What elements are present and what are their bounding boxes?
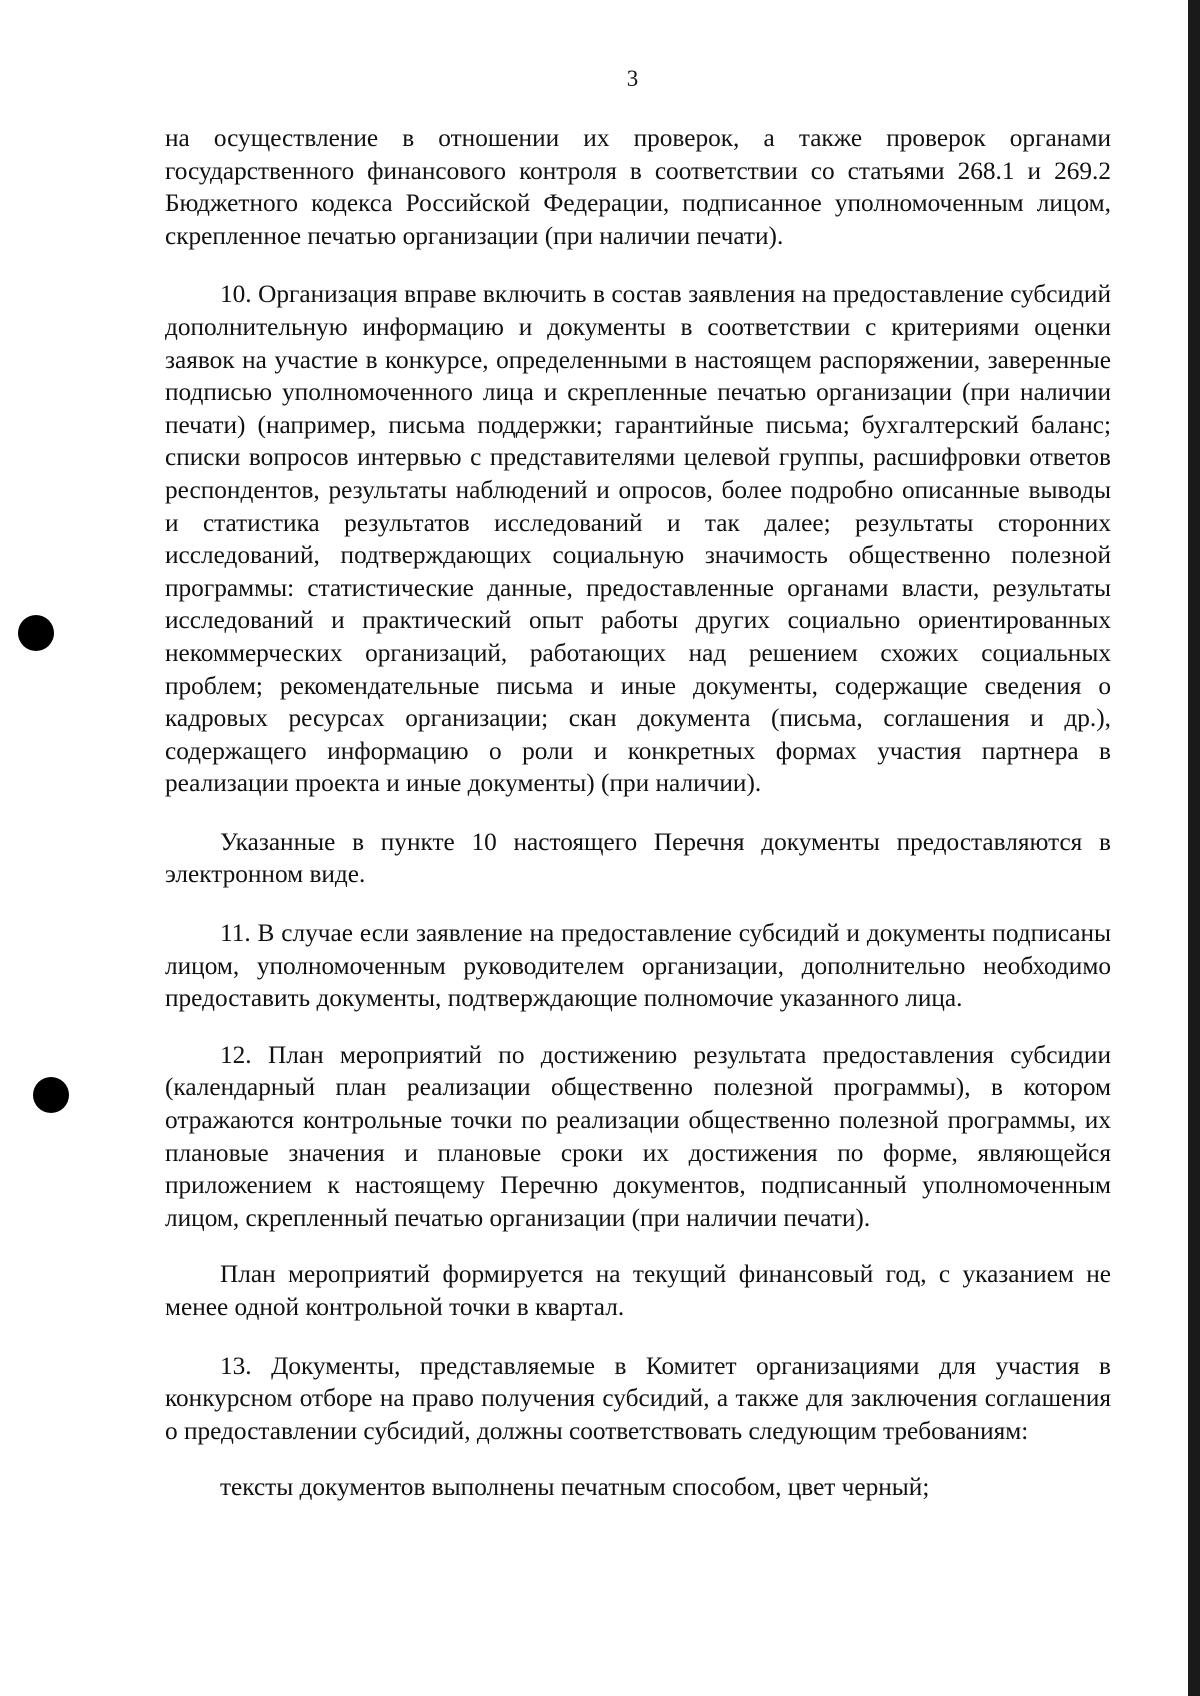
scan-right-edge — [1188, 0, 1200, 1696]
paragraph-continuation: на осуществление в отношении их проверок, а также проверок органами государственного финансового контроля в соответствии со статьями 268.1 и 269.2 Бюджетного кодекса Российской Федерации, подписанное уполномоченным лицом, скрепленное печатью организации (при наличии печати). — [165, 124, 1111, 250]
paragraph-requirement: тексты документов выполнены печатным способом, цвет черный; — [220, 1473, 930, 1502]
paragraph-item-12: 12. План мероприятий по достижению результата предоставления субсидии (календарный план реализации общественно полезной программы), в котором отражаются контрольные точки по реализации общественно полезной программы, их плановые значения и плановые сроки их достижения по форме, являющейся приложением к настоящему Перечню документов, подписанный уполномоченным лицом, скрепленный печатью организации (при наличии печати). — [165, 1040, 1111, 1232]
page-number: 3 — [626, 66, 639, 91]
paragraph-plan-note: План мероприятий формируется на текущий финансовый год, с указанием не менее одной контрольной точки в квартал. — [165, 1260, 1111, 1321]
document-body — [165, 122, 1111, 1504]
paragraph-item-11: 11. В случае если заявление на предоставление субсидий и документы подписаны лицом, уполномоченным руководителем организации, дополнительно необходимо предоставить документы, подтверждающие полномочие указанного лица. — [165, 919, 1111, 1013]
paragraph-item-13: 13. Документы, представляемые в Комитет организациями для участия в конкурсном отборе на право получения субсидий, а также для заключения соглашения о предоставлении субсидий, должны соответствовать следующим требованиям: — [165, 1351, 1111, 1445]
punch-hole-mark — [33, 1077, 69, 1113]
punch-hole-mark — [18, 615, 54, 651]
paragraph-note-item-10: Указанные в пункте 10 настоящего Перечня документы предоставляются в электронном виде. — [165, 827, 1111, 889]
paragraph-item-10: 10. Организация вправе включить в состав заявления на предоставление субсидий дополнительную информацию и документы в соответствии с критериями оценки заявок на участие в конкурсе, определенными в настоящем распоряжении, заверенные подписью уполномоченного лица и скрепленные печатью организации (при наличии печати) (например, письма поддержки; гарантийные письма; бухгалтерский баланс; списки вопросов интервью с представителями целевой группы, расшифровки ответов респондентов, результаты наблюдений и опросов, более подробно описанные выводы и статистика результатов исследований и так далее; результаты сторонних исследований, подтверждающих социальную значимость общественно полезной программы: статистические данные, предоставленные органами власти, результаты исследований и практический опыт работы других социально ориентированных некоммерческих организаций, работающих над решением схожих социальных проблем; рекомендательные письма и иные документы, содержащие сведения о кадровых ресурсах организации; скан документа (письма, соглашения и др.), содержащего информацию о роли и конкретных формах участия партнера в реализации проекта и иные документы) (при наличии). — [165, 280, 1111, 798]
